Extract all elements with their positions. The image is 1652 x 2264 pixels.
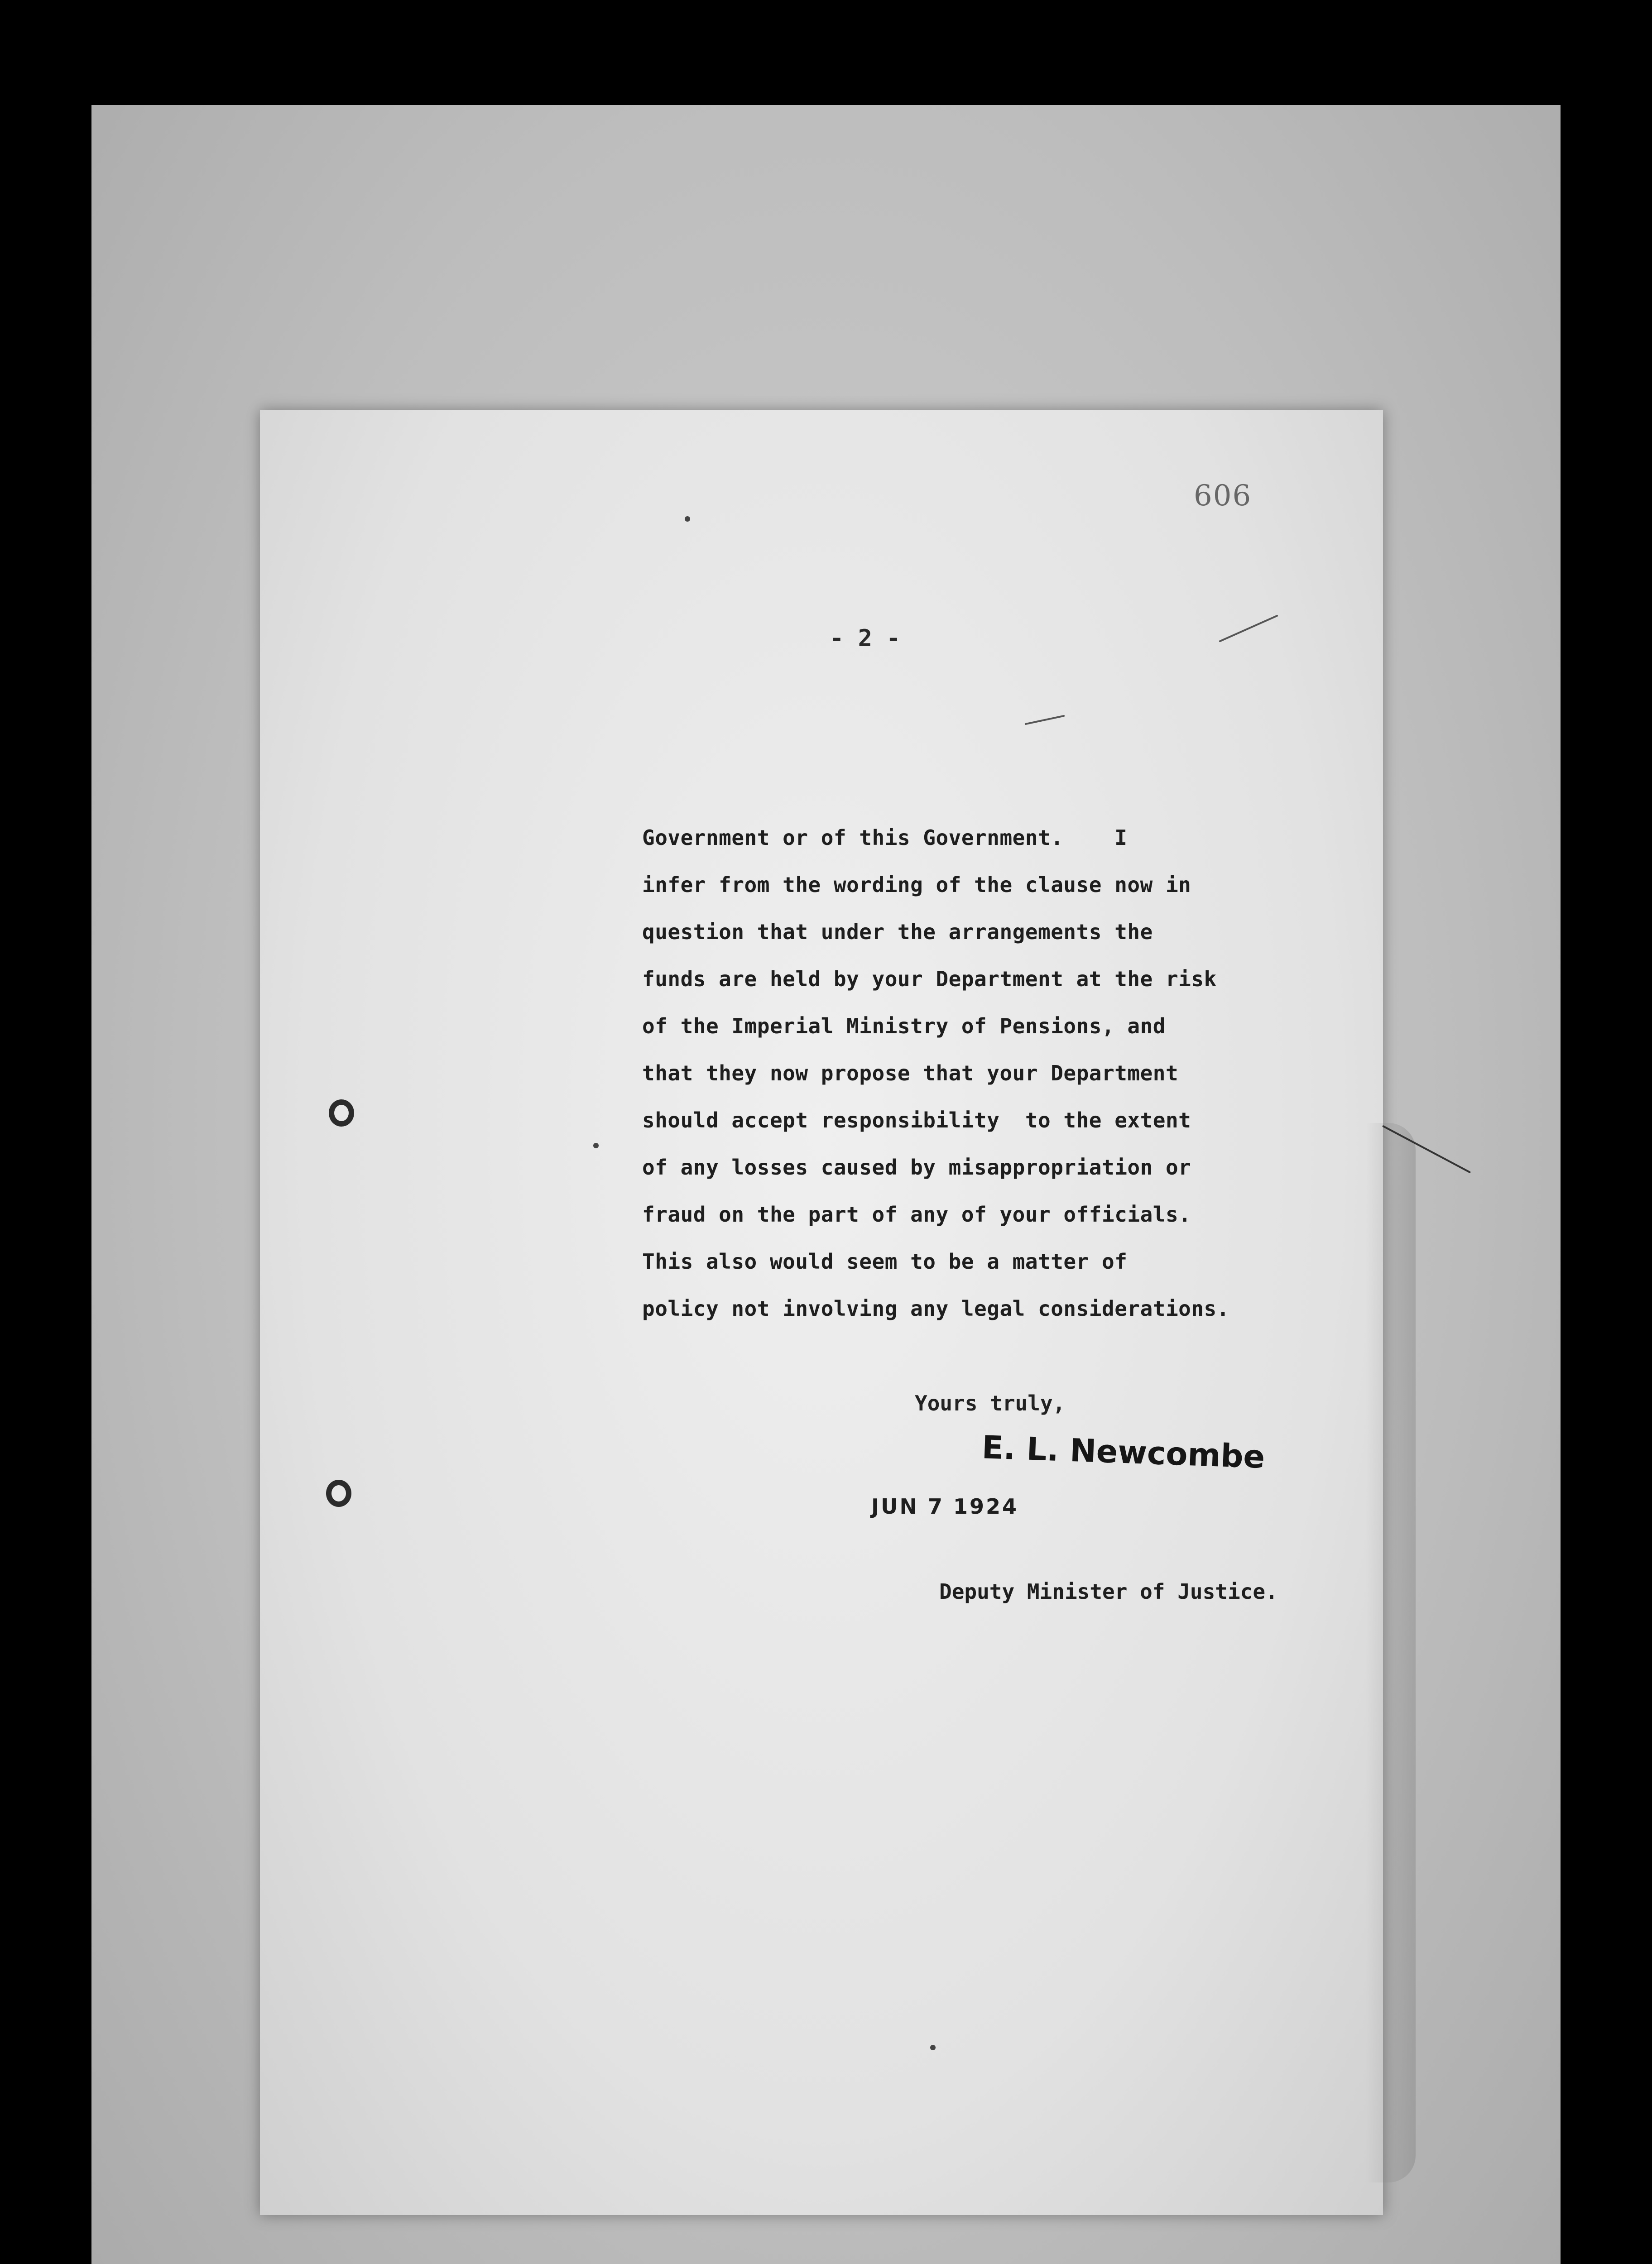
punch-hole-top <box>329 1099 354 1127</box>
page-curl-shadow <box>1366 1123 1416 2182</box>
body-line: question that under the arrangements the <box>642 920 1153 944</box>
punch-hole-bottom <box>326 1480 351 1507</box>
speck <box>685 516 690 522</box>
folio-number: 606 <box>1194 479 1252 513</box>
body-line: that they now propose that your Department <box>642 1061 1179 1085</box>
body-line: This also would seem to be a matter of <box>642 1249 1128 1274</box>
body-line: policy not involving any legal considerations. <box>642 1296 1229 1321</box>
speck <box>593 1143 599 1148</box>
page-number: - 2 - <box>830 625 901 652</box>
body-line: should accept responsibility to the extent <box>642 1108 1191 1132</box>
date-stamp: JUN 7 1924 <box>871 1494 1019 1519</box>
body-line: infer from the wording of the clause now in <box>642 873 1191 897</box>
signature-stamp: E. L. Newcombe <box>981 1429 1266 1476</box>
closing-salutation: Yours truly, <box>915 1391 1066 1415</box>
body-line: fraud on the part of any of your officials. <box>642 1202 1191 1227</box>
letter-body <box>642 814 1229 1332</box>
body-line: Government or of this Government. I <box>642 825 1128 850</box>
body-line: funds are held by your Department at the risk <box>642 967 1217 991</box>
speck <box>930 2045 936 2050</box>
signatory-title: Deputy Minister of Justice. <box>939 1579 1278 1604</box>
body-line: of any losses caused by misappropriation or <box>642 1155 1191 1180</box>
body-line: of the Imperial Ministry of Pensions, and <box>642 1014 1166 1038</box>
